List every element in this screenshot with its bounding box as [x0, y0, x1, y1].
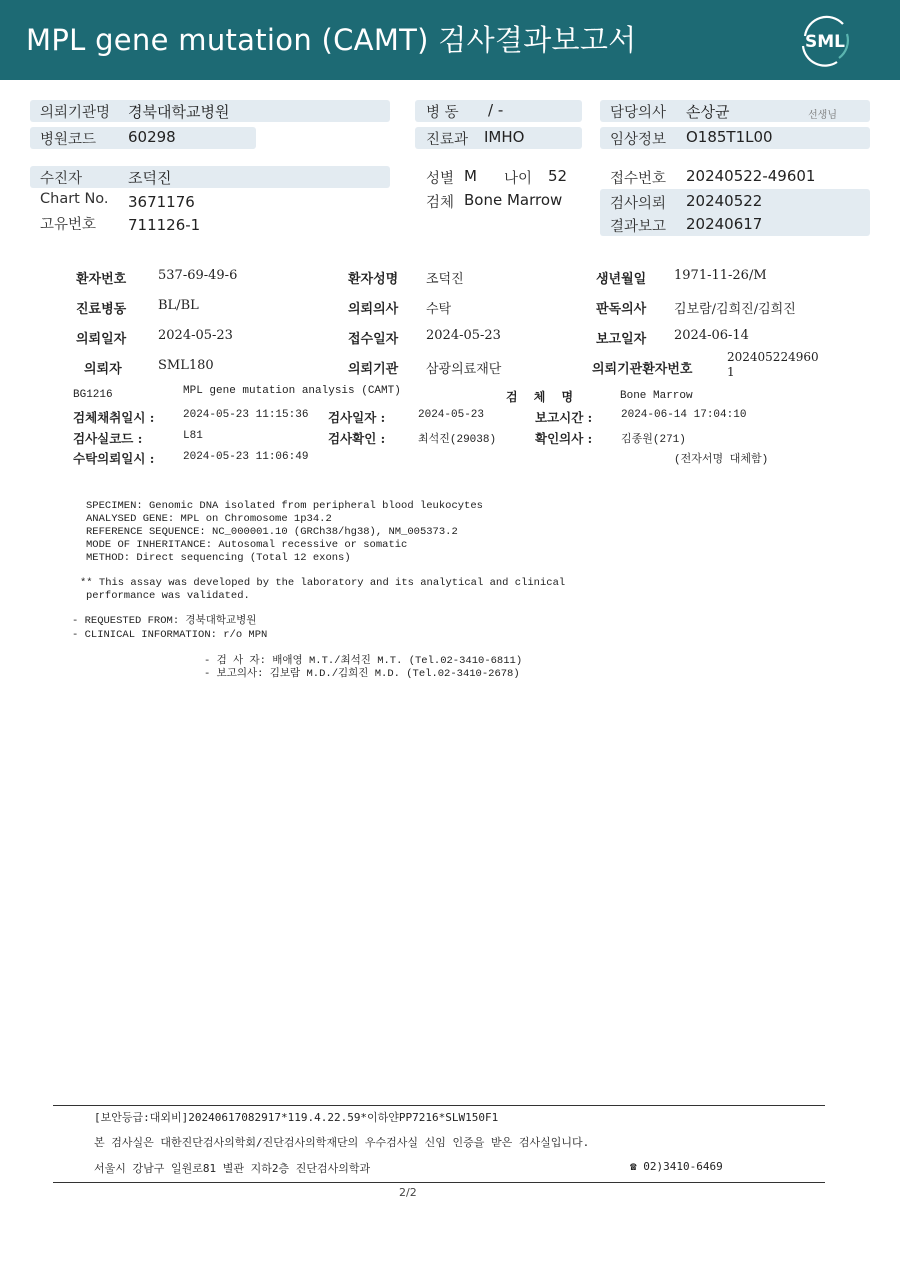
phone-line: ☎ 02)3410-6469 [630, 1160, 723, 1173]
scan-dob-label: 생년월일 [596, 272, 647, 287]
scan-recv-date-label: 접수일자 [348, 332, 399, 347]
consign-value: 2024-05-23 11:06:49 [183, 451, 309, 463]
age-label: 나이 [504, 171, 533, 187]
age-value: 52 [548, 167, 568, 185]
method-line-1: SPECIMEN: Genomic DNA isolated from peripheral blood leukocytes [86, 500, 483, 512]
test-specimen-value: Bone Marrow [620, 390, 693, 402]
request-date-value: 20240522 [686, 192, 763, 210]
sex-value: M [464, 167, 477, 185]
ward-value: / - [488, 101, 504, 119]
scan-req-pid-line1: 202405224960 [727, 350, 819, 364]
unique-id-value: 711126-1 [128, 216, 201, 234]
scan-pid-label: 환자번호 [76, 272, 127, 287]
sex-label: 성별 [426, 171, 455, 187]
scan-read-doc-label: 판독의사 [596, 302, 647, 317]
test-specimen-label: 검 체 명 [506, 390, 580, 404]
scan-dob-value: 1971-11-26/M [674, 268, 767, 283]
clinical-info: - CLINICAL INFORMATION: r/o MPN [72, 629, 268, 641]
institution-label: 의뢰기관명 [40, 105, 111, 121]
receipt-value: 20240522-49601 [686, 167, 816, 185]
specimen-label: 검체 [426, 195, 455, 211]
note-line-1: ** This assay was developed by the laboratory and its analytical and clinical [80, 577, 566, 589]
scan-req-pid-label: 의뢰기관환자번호 [592, 362, 693, 377]
report-date-value: 20240617 [686, 215, 763, 233]
patient-label: 수진자 [40, 171, 83, 187]
security-line: [보안등급:대외비]20240617082917*119.4.22.59*이하얀PP7216*SLW150F1 [94, 1111, 499, 1124]
report-time-value: 2024-06-14 17:04:10 [621, 409, 747, 421]
scan-req-pid-line2: 1 [727, 365, 735, 379]
scan-rep-date-label: 보고일자 [596, 332, 647, 347]
logo-text: SML [805, 32, 845, 52]
patient-row [30, 166, 390, 188]
collect-value: 2024-05-23 11:15:36 [183, 409, 309, 421]
hospital-code-label: 병원코드 [40, 132, 97, 148]
unique-id-label: 고유번호 [40, 217, 97, 233]
footer-bottom-rule [53, 1182, 825, 1183]
test-name: MPL gene mutation analysis (CAMT) [183, 385, 401, 397]
method-line-5: METHOD: Direct sequencing (Total 12 exons) [86, 552, 351, 564]
doctor-label: 담당의사 [610, 105, 667, 121]
confirm-value: 최석진(29038) [418, 434, 497, 446]
address-line: 서울시 강남구 일원로81 별관 지하2층 진단검사의학과 [94, 1162, 371, 1175]
doctor-suffix: 선생님 [808, 110, 837, 121]
collect-label: 검체채취일시 : [73, 410, 155, 425]
report-title: MPL gene mutation (CAMT) 검사결과보고서 [26, 23, 637, 57]
test-code: BG1216 [73, 389, 113, 401]
doctor-value: 손상균 [686, 103, 730, 121]
confirm-label: 검사확인 : [328, 431, 386, 446]
request-date-label: 검사의뢰 [610, 196, 667, 212]
staff-tester: - 검 사 자: 배애영 M.T./최석진 M.T. (Tel.02-3410-6811) [204, 655, 523, 667]
scan-req-inst-value: 삼광의료재단 [426, 362, 502, 377]
report-date-label: 결과보고 [610, 219, 667, 235]
scan-ward-label: 진료병동 [76, 302, 127, 317]
scan-pid-value: 537-69-49-6 [158, 268, 238, 283]
esign-note: (전자서명 대체함) [674, 454, 769, 466]
patient-value: 조덕진 [128, 169, 172, 187]
dept-value: IMHO [484, 128, 525, 146]
scan-pname-label: 환자성명 [348, 272, 399, 287]
footer-top-rule [53, 1105, 825, 1106]
verify-label: 확인의사 : [535, 431, 593, 446]
test-date-value: 2024-05-23 [418, 409, 485, 421]
scan-req-doc-label: 의뢰의사 [348, 302, 399, 317]
receipt-label: 접수번호 [610, 171, 667, 187]
method-line-2: ANALYSED GENE: MPL on Chromosome 1p34.2 [86, 513, 332, 525]
note-line-2: performance was validated. [86, 590, 250, 602]
room-code-label: 검사실코드 : [73, 431, 143, 446]
ward-label: 병 동 [426, 105, 459, 121]
scan-ward-value: BL/BL [158, 298, 199, 313]
clinical-value: O185T1L00 [686, 128, 773, 146]
dept-label: 진료과 [426, 132, 469, 148]
scan-req-doc-value: 수탁 [426, 302, 452, 317]
scan-rep-date-value: 2024-06-14 [674, 328, 749, 343]
institution-value: 경북대학교병원 [128, 103, 230, 121]
scan-read-doc-value: 김보람/김희진/김희진 [674, 302, 796, 317]
hospital-code-value: 60298 [128, 128, 176, 146]
chart-no-value: 3671176 [128, 193, 195, 211]
staff-reporter: - 보고의사: 김보람 M.D./김희진 M.D. (Tel.02-3410-2678) [204, 668, 520, 680]
requested-from: - REQUESTED FROM: 경북대학교병원 [72, 615, 257, 627]
scan-pname-value: 조덕진 [426, 272, 464, 287]
clinical-label: 임상정보 [610, 132, 667, 148]
scan-requester-value: SML180 [158, 358, 214, 373]
specimen-value: Bone Marrow [464, 191, 563, 209]
report-header [0, 0, 900, 80]
sml-logo [795, 12, 855, 68]
chart-no-label: Chart No. [40, 191, 109, 207]
consign-label: 수탁의뢰일시 : [73, 451, 155, 466]
certification-line: 본 검사실은 대한진단검사의학회/진단검사의학재단의 우수검사실 신임 인증을 받은 검사실입니다. [94, 1136, 590, 1149]
page-number: 2/2 [399, 1186, 417, 1199]
scan-req-date-value: 2024-05-23 [158, 328, 233, 343]
test-date-label: 검사일자 : [328, 410, 386, 425]
scan-req-date-label: 의뢰일자 [76, 332, 127, 347]
method-line-4: MODE OF INHERITANCE: Autosomal recessive or somatic [86, 539, 408, 551]
scan-requester-label: 의뢰자 [84, 362, 122, 377]
room-code-value: L81 [183, 430, 203, 442]
method-line-3: REFERENCE SEQUENCE: NC_000001.10 (GRCh38/hg38), NM_005373.2 [86, 526, 458, 538]
report-time-label: 보고시간 : [535, 410, 593, 425]
scan-req-inst-label: 의뢰기관 [348, 362, 399, 377]
scan-recv-date-value: 2024-05-23 [426, 328, 501, 343]
verify-value: 김종원(271) [621, 434, 686, 446]
